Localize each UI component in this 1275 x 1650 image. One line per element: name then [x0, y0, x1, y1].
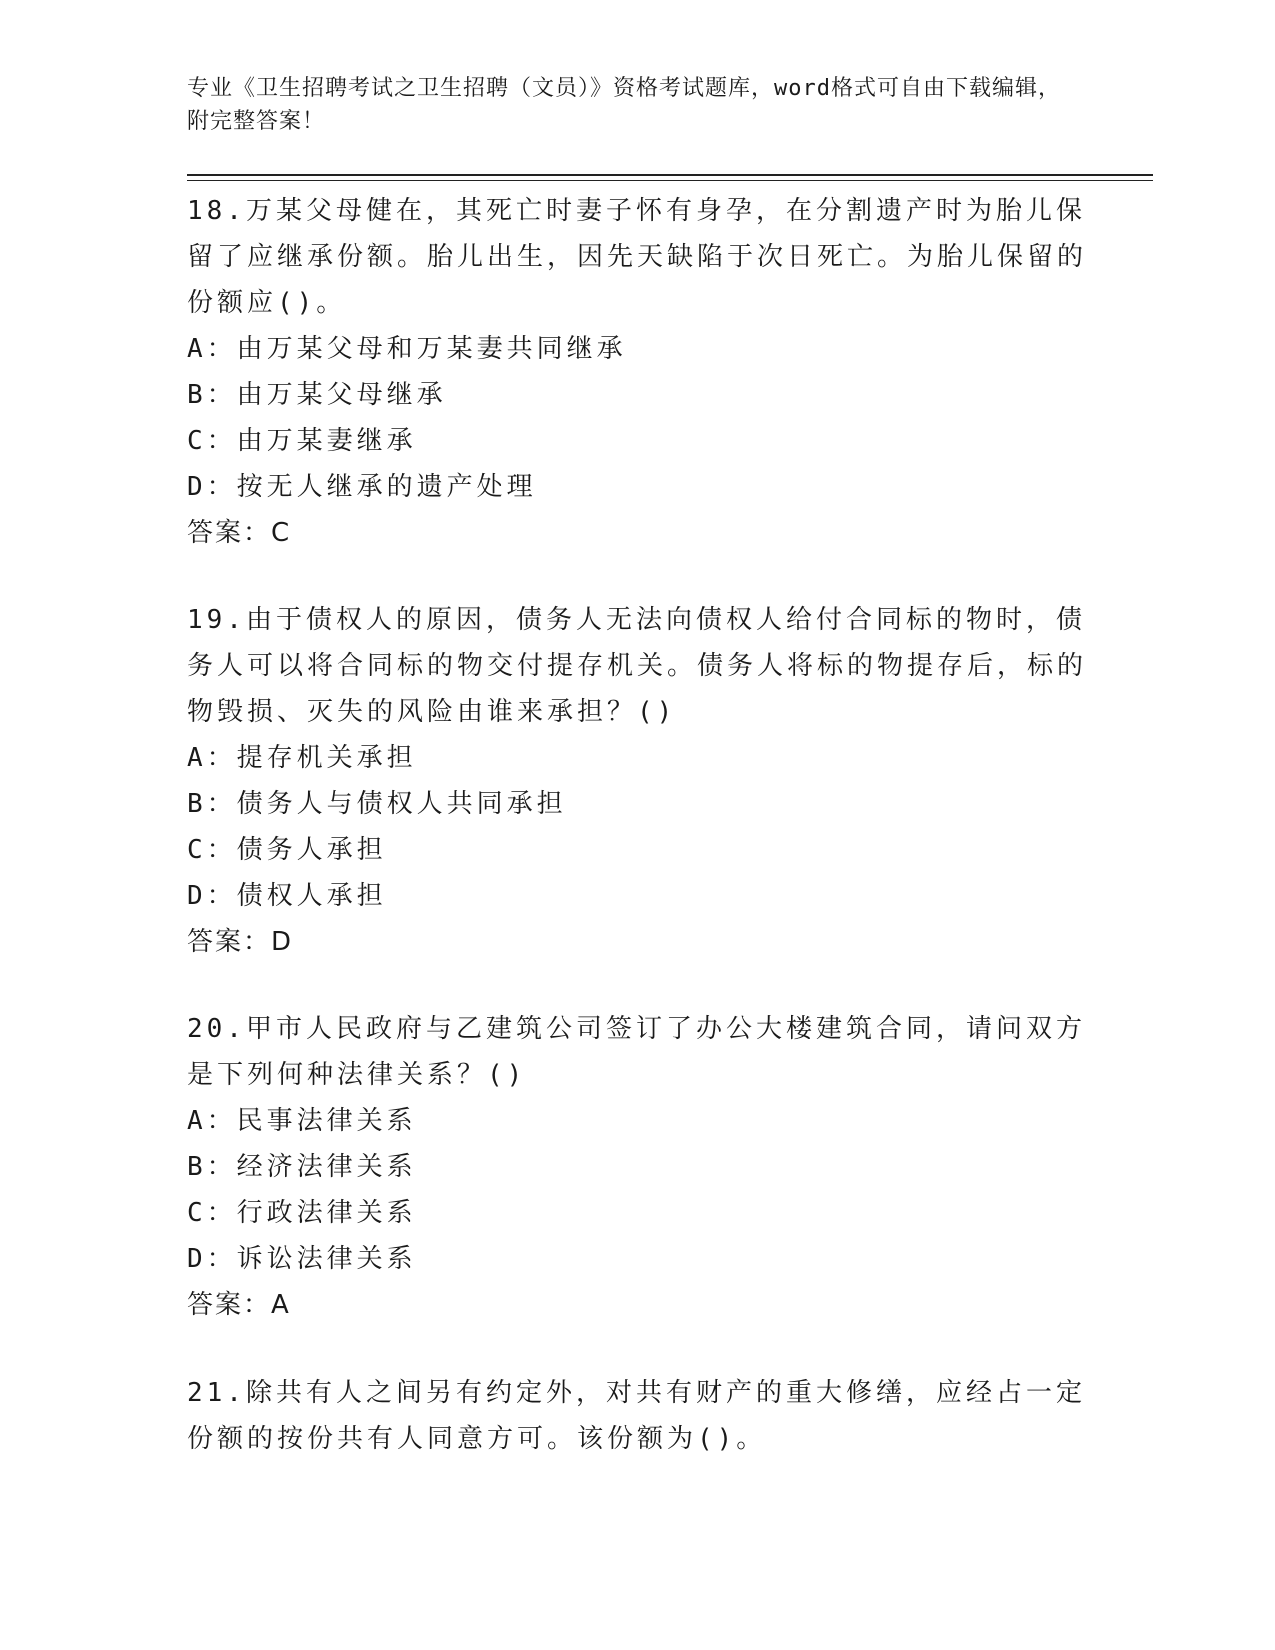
header-divider-thick	[187, 174, 1153, 176]
question-stem: 21.除共有人之间另有约定外，对共有财产的重大修缮，应经占一定份额的按份共有人同意方可。该份额为()。	[187, 1378, 1086, 1454]
option-c: C：行政法律关系	[187, 1198, 417, 1228]
answer: 答案：D	[187, 927, 294, 957]
option-c: C：债务人承担	[187, 835, 387, 865]
question-stem: 19.由于债权人的原因，债务人无法向债权人给付合同标的物时，债务人可以将合同标的物交付提存机关。债务人将标的物提存后，标的物毁损、灭失的风险由谁来承担？()	[187, 605, 1088, 727]
option-a: A：提存机关承担	[187, 743, 417, 773]
question-stem: 20.甲市人民政府与乙建筑公司签订了办公大楼建筑合同，请问双方是下列何种法律关系？()	[187, 1014, 1086, 1090]
option-c: C：由万某妻继承	[187, 426, 417, 456]
option-d: D：诉讼法律关系	[187, 1244, 417, 1274]
question-19	[187, 597, 1087, 965]
option-d: D：债权人承担	[187, 881, 387, 911]
option-a: A：民事法律关系	[187, 1106, 417, 1136]
answer: 答案：C	[187, 518, 292, 548]
option-b: B：债务人与债权人共同承担	[187, 789, 567, 819]
header-note: 专业《卫生招聘考试之卫生招聘（文员）》资格考试题库，word格式可自由下载编辑，附完整答案！	[187, 76, 1061, 134]
header-divider-thin	[187, 180, 1153, 181]
answer: 答案：A	[187, 1290, 291, 1320]
option-b: B：由万某父母继承	[187, 380, 447, 410]
question-21	[187, 1370, 1087, 1462]
question-20	[187, 1006, 1087, 1328]
question-18	[187, 188, 1087, 556]
question-stem: 18.万某父母健在，其死亡时妻子怀有身孕，在分割遗产时为胎儿保留了应继承份额。胎儿出生，因先天缺陷于次日死亡。为胎儿保留的份额应()。	[187, 196, 1088, 318]
option-a: A：由万某父母和万某妻共同继承	[187, 334, 627, 364]
option-d: D：按无人继承的遗产处理	[187, 472, 537, 502]
option-b: B：经济法律关系	[187, 1152, 417, 1182]
